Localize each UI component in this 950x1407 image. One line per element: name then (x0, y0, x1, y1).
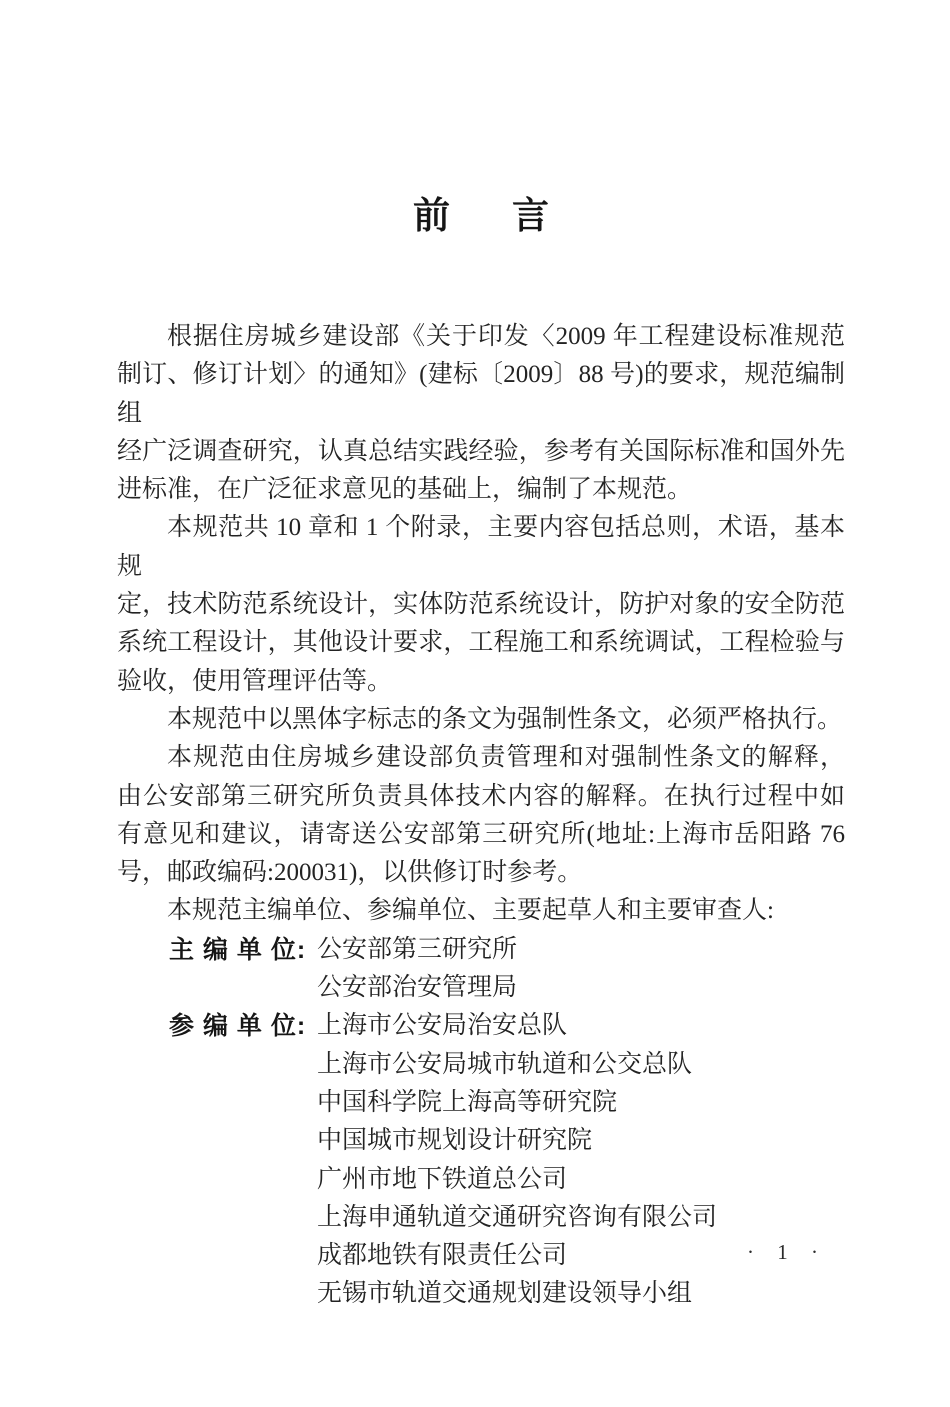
page-number: · 1 · (747, 1240, 827, 1264)
unit-value: 上海市公安局治安总队 (317, 1012, 568, 1040)
body-line: 号，邮政编码:200031)，以供修订时参考。 (117, 859, 583, 887)
unit-value: 广州市地下铁道总公司 (317, 1165, 568, 1193)
unit-value: 上海市公安局城市轨道和公交总队 (317, 1050, 693, 1078)
body-line: 本规范共 10 章和 1 个附录，主要内容包括总则，术语，基本规 (117, 514, 845, 580)
unit-value: 中国科学院上海高等研究院 (317, 1088, 618, 1116)
body-line: 由公安部第三研究所负责具体技术内容的解释。在执行过程中如 (117, 782, 845, 810)
unit-value: 公安部第三研究所 (317, 935, 518, 963)
page-title-char-2: 言 (512, 195, 549, 236)
unit-value: 成都地铁有限责任公司 (317, 1242, 568, 1270)
body-line: 验收，使用管理评估等。 (117, 667, 393, 695)
unit-value: 中国城市规划设计研究院 (317, 1127, 593, 1155)
unit-row (117, 1161, 845, 1199)
unit-row (117, 931, 845, 969)
page-title (117, 197, 845, 234)
paragraphs (117, 318, 845, 931)
body-line: 制订、修订计划〉的通知》(建标〔2009〕88 号)的要求，规范编制组 (117, 361, 845, 427)
unit-row (117, 1084, 845, 1122)
body-line: 进标准，在广泛征求意见的基础上，编制了本规范。 (117, 476, 693, 504)
unit-value: 上海申通轨道交通研究咨询有限公司 (317, 1203, 718, 1231)
unit-row (117, 1046, 845, 1084)
body-line: 经广泛调查研究，认真总结实践经验，参考有关国际标准和国外先 (117, 437, 845, 465)
unit-row (117, 969, 845, 1007)
body-line: 本规范中以黑体字标志的条文为强制性条文，必须严格执行。 (167, 705, 843, 733)
unit-row (117, 1199, 845, 1237)
body-line: 本规范主编单位、参编单位、主要起草人和主要审查人: (167, 897, 774, 925)
unit-label: 主 编 单 位: (169, 935, 307, 964)
body-line: 根据住房城乡建设部《关于印发〈2009 年工程建设标准规范 (167, 323, 845, 350)
unit-row (117, 1007, 845, 1045)
unit-value: 公安部治安管理局 (317, 974, 518, 1002)
unit-row (117, 1122, 845, 1160)
unit-label: 参 编 单 位: (169, 1012, 307, 1041)
unit-row (117, 1275, 845, 1313)
body-line: 定，技术防范系统设计，实体防范系统设计，防护对象的安全防范 (117, 591, 845, 619)
body-line: 系统工程设计，其他设计要求，工程施工和系统调试，工程检验与 (117, 629, 845, 657)
body-content (117, 318, 845, 1314)
body-line: 本规范由住房城乡建设部负责管理和对强制性条文的解释， (167, 744, 845, 772)
unit-value: 无锡市轨道交通规划建设领导小组 (317, 1280, 693, 1308)
page-title-char-1: 前 (413, 195, 450, 236)
body-line: 有意见和建议，请寄送公安部第三研究所(地址:上海市岳阳路 76 (117, 820, 845, 848)
